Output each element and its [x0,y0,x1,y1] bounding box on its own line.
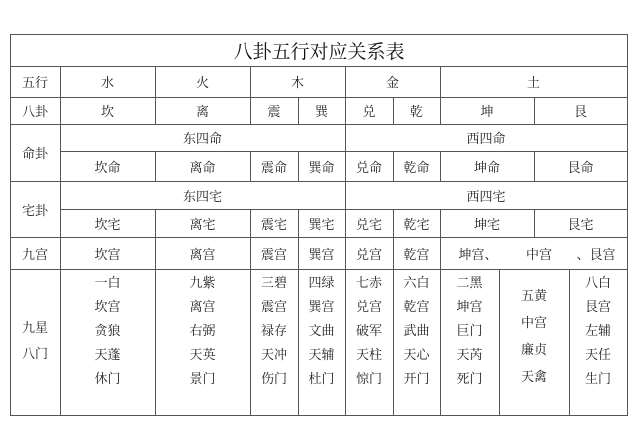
star-cell: 艮宫 [584,300,611,315]
wuxing-wood: 木 [290,76,304,91]
jiugong-cell: 坎宫 [94,247,121,263]
star-cell: 杜门 [308,372,335,387]
bagua-cell: 坎 [100,105,114,120]
star-cell: 生门 [584,372,611,387]
bagua-cell: 乾 [409,105,423,120]
star-cell: 天芮 [456,348,483,363]
star-cell: 文曲 [308,324,335,339]
star-cell: 天禽 [520,370,547,385]
star-cell: 武曲 [403,324,430,339]
row-label-jiugong: 九宫 [21,247,48,263]
star-column-erhei [440,272,499,392]
star-cell: 伤门 [260,372,287,387]
star-cell: 禄存 [260,324,287,339]
star-cell: 三碧 [260,276,287,291]
star-column-yibai [60,272,155,392]
bagua-cell: 离 [195,105,209,120]
zhaigua-cell: 艮宅 [567,217,594,233]
jiugong-cell: 巽宫 [308,247,335,263]
minggua-cell: 离命 [189,160,216,176]
zhaigua-east-group: 东四宅 [182,189,222,205]
jiugong-center: 中宫 [525,247,552,263]
star-cell: 景门 [189,372,216,387]
star-cell: 一白 [94,276,121,291]
row-label-minggua: 命卦 [21,147,48,162]
zhaigua-cell: 震宅 [260,217,287,233]
star-cell: 右弼 [189,324,216,339]
star-cell: 左辅 [584,324,611,339]
bagua-cell: 巽 [314,105,328,120]
star-cell: 天蓬 [94,348,121,363]
jiugong-kun: 坤宫、 [458,247,498,263]
star-cell: 中宫 [520,316,547,331]
star-cell: 休门 [94,372,121,387]
table-border-right [627,34,628,416]
star-cell: 震宫 [260,300,287,315]
star-cell: 天辅 [308,348,335,363]
jiugong-cell: 离宫 [189,247,216,263]
star-column-jiuzi [155,272,250,392]
minggua-cell: 兑命 [355,160,382,176]
wuxing-fire: 火 [195,76,209,91]
star-cell: 惊门 [355,372,382,387]
jiugong-cell: 兑宫 [355,247,382,263]
minggua-cell: 震命 [260,160,287,176]
star-cell: 巨门 [456,324,483,339]
row-label-bagua: 八卦 [21,105,48,120]
bagua-cell: 兑 [362,105,376,120]
minggua-cell: 坤命 [473,160,500,176]
jiugong-cell: 震宫 [260,247,287,263]
star-cell: 七赤 [355,276,382,291]
star-column-liubai [393,272,440,392]
star-cell: 巽宫 [308,300,335,315]
star-column-sanbi [250,272,298,392]
row-label-jiuxing-bamen [10,269,60,415]
star-cell: 乾宫 [403,300,430,315]
table-title: 八卦五行对应关系表 [233,40,405,63]
star-cell: 坤宫 [456,300,483,315]
star-cell: 兑宫 [355,300,382,315]
zhaigua-cell: 坤宅 [473,217,500,233]
minggua-cell: 艮命 [567,160,594,176]
star-cell: 天英 [189,348,216,363]
bagua-cell: 坤 [480,105,494,120]
minggua-east-group: 东四命 [182,132,222,147]
star-cell: 六白 [403,276,430,291]
star-column-wuhuang [499,283,569,391]
jiugong-cell: 乾宫 [403,247,430,263]
star-cell: 坎宫 [94,300,121,315]
star-column-qichi [345,272,393,392]
star-cell: 四绿 [308,276,335,291]
row-label-wuxing: 五行 [21,76,48,91]
star-cell: 八白 [584,276,611,291]
star-cell: 天柱 [355,348,382,363]
star-cell: 廉贞 [520,343,547,358]
zhaigua-west-group: 西四宅 [466,189,506,205]
star-column-babai [569,272,627,392]
star-column-silv [298,272,345,392]
wuxing-water: 水 [100,76,114,91]
zhaigua-cell: 离宅 [189,217,216,233]
col-line [440,237,441,269]
minggua-cell: 乾命 [403,160,430,176]
minggua-cell: 坎命 [94,160,121,176]
minggua-cell: 巽命 [308,160,335,176]
star-cell: 开门 [403,372,430,387]
zhaigua-cell: 乾宅 [403,217,430,233]
star-cell: 二黑 [456,276,483,291]
star-cell: 天心 [403,348,430,363]
table-border-bottom [10,415,628,416]
star-cell: 贪狼 [94,324,121,339]
star-cell: 九紫 [189,276,216,291]
zhaigua-cell: 坎宅 [94,217,121,233]
star-cell: 死门 [456,372,483,387]
star-cell: 离宫 [189,300,216,315]
wuxing-metal: 金 [385,76,399,91]
star-cell: 天任 [584,348,611,363]
star-cell: 五黄 [520,289,547,304]
zhaigua-cell: 巽宅 [308,217,335,233]
bagua-cell: 艮 [573,105,587,120]
star-cell: 破军 [355,324,382,339]
bagua-cell: 震 [267,105,281,120]
row-line [10,269,628,270]
row-label-bamen: 八门 [21,347,48,362]
minggua-west-group: 西四命 [466,132,506,147]
jiugong-gen: 、艮宫 [576,247,616,263]
star-cell: 天冲 [260,348,287,363]
wuxing-earth: 土 [526,76,540,91]
row-label-jiuxing: 九星 [21,321,48,336]
zhaigua-cell: 兑宅 [355,217,382,233]
row-label-zhaigua: 宅卦 [21,203,48,219]
